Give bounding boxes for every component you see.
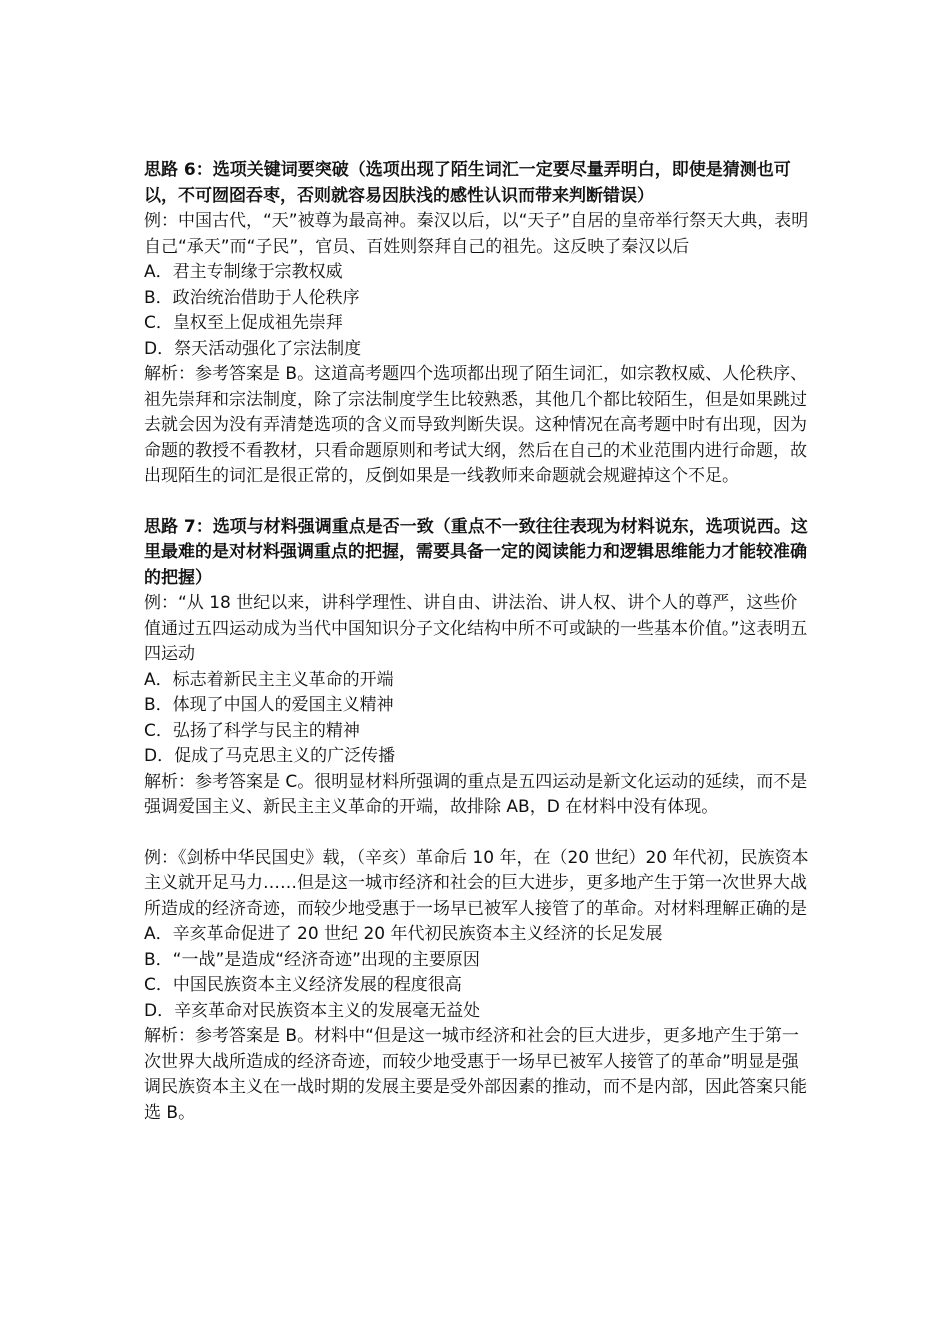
option-b: B．“一战”是造成“经济奇迹”出现的主要原因 bbox=[144, 949, 480, 970]
analysis-text: 解析：参考答案是 B。这道高考题四个选项都出现了陌生词汇，如宗教权威、人伦秩序、祖先崇拜和宗法制度，除了宗法制度学生比较熟悉，其他几个都比较陌生，但是如果跳过去就会因为没有弄清楚选项的含义而导致判断失误。这种情况在高考题中时有出现，因为命题的教授不看教材，只看命题原则和考试大纲，然后在自己的术业范围内进行命题，故出现陌生的词汇是很正常的，反倒如果是一线教师来命题就会规避掉这个不足。 bbox=[144, 364, 808, 486]
section-thinking-7 bbox=[144, 515, 809, 821]
section-thinking-6 bbox=[144, 158, 809, 490]
option-d: D．辛亥革命对民族资本主义的发展毫无益处 bbox=[144, 1000, 481, 1021]
option-d: D．促成了马克思主义的广泛传播 bbox=[144, 746, 396, 766]
question-stem: 例：《剑桥中华民国史》载，（辛亥）革命后 10 年，在（20 世纪）20 年代初，民族资本主义就开足马力……但是这一城市经济和社会的巨大进步，更多地产生于第一次世界大战所造成的经济奇迹，而较少地受惠于一场早已被军人接管了的革命。对材料理解正确的是 bbox=[144, 847, 809, 919]
document-page bbox=[144, 158, 809, 1151]
option-d: D．祭天活动强化了宗法制度 bbox=[144, 338, 362, 359]
option-c: C．中国民族资本主义经济发展的程度很高 bbox=[144, 975, 462, 995]
option-a: A．标志着新民主主义革命的开端 bbox=[144, 669, 394, 690]
section-example-cambridge bbox=[144, 846, 809, 1127]
option-c: C．弘扬了科学与民主的精神 bbox=[144, 720, 360, 741]
option-a: A．辛亥革命促进了 20 世纪 20 年代初民族资本主义经济的长足发展 bbox=[144, 924, 663, 944]
option-b: B．体现了中国人的爱国主义精神 bbox=[144, 695, 394, 715]
section-heading: 思路 6：选项关键词要突破（选项出现了陌生词汇一定要尽量弄明白，即使是猜测也可以，不可囫囵吞枣，否则就容易因肤浅的感性认识而带来判断错误） bbox=[144, 160, 791, 206]
option-b: B．政治统治借助于人伦秩序 bbox=[144, 287, 360, 308]
option-c: C．皇权至上促成祖先崇拜 bbox=[144, 313, 343, 333]
analysis-text: 解析：参考答案是 C。很明显材料所强调的重点是五四运动是新文化运动的延续，而不是强调爱国主义、新民主主义革命的开端，故排除 AB，D 在材料中没有体现。 bbox=[144, 771, 808, 817]
question-stem: 例：中国古代，“天”被尊为最高神。秦汉以后，以“天子”自居的皇帝举行祭天大典，表明自己“承天”而“子民”，官员、百姓则祭拜自己的祖先。这反映了秦汉以后 bbox=[144, 211, 809, 257]
option-a: A．君主专制缘于宗教权威 bbox=[144, 262, 343, 282]
question-stem: 例：“从 18 世纪以来，讲科学理性、讲自由、讲法治、讲人权、讲个人的尊严，这些价值通过五四运动成为当代中国知识分子文化结构中所不可或缺的一些基本价值。”这表明五四运动 bbox=[144, 593, 808, 664]
analysis-text: 解析：参考答案是 B。材料中“但是这一城市经济和社会的巨大进步，更多地产生于第一次世界大战所造成的经济奇迹，而较少地受惠于一场早已被军人接管了的革命”明显是强调民族资本主义在一战时期的发展主要是受外部因素的推动，而不是内部，因此答案只能选 B。 bbox=[144, 1026, 807, 1123]
section-heading: 思路 7：选项与材料强调重点是否一致（重点不一致往往表现为材料说东，选项说西。这里最难的是对材料强调重点的把握，需要具备一定的阅读能力和逻辑思维能力才能较准确的把握） bbox=[144, 516, 808, 588]
